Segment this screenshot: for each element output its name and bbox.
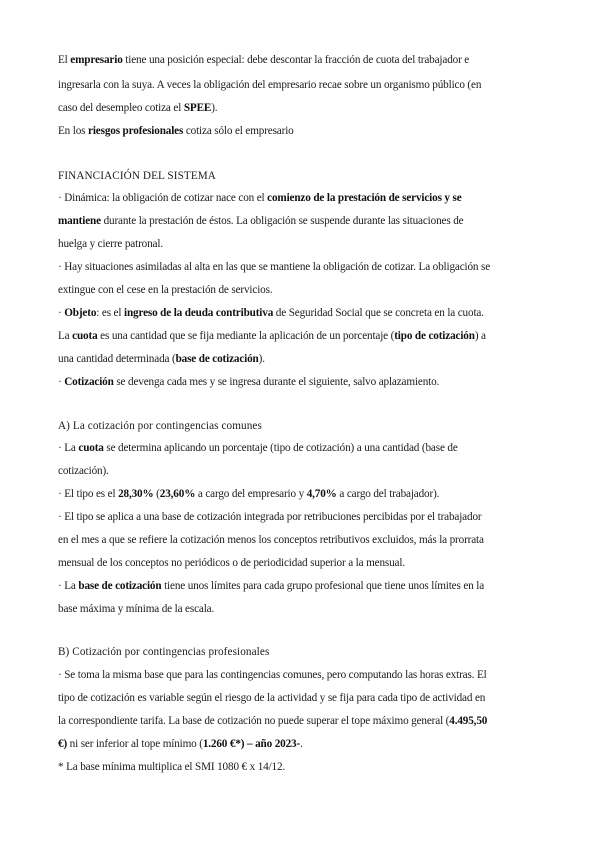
footnote: * La base mínima multiplica el SMI 1080 € x 14/12. (58, 761, 286, 773)
text-line: mantiene durante la prestación de éstos. La obligación se suspende durante las situaciones de (58, 215, 464, 227)
text-line: €) ni ser inferior al tope mínimo (1.260 €*) – año 2023-. (58, 738, 303, 750)
text-line: caso del desempleo cotiza el SPEE). (58, 102, 218, 114)
section-heading: B) Cotización por contingencias profesionales (58, 646, 270, 658)
section-heading: A) La cotización por contingencias comunes (58, 420, 262, 432)
text-line: · La cuota se determina aplicando un porcentaje (tipo de cotización) a una cantidad (base de (58, 442, 458, 454)
text-line: extingue con el cese en la prestación de servicios. (58, 284, 273, 296)
text-line: La cuota es una cantidad que se fija mediante la aplicación de un porcentaje (tipo de cotización) a (58, 330, 486, 342)
text-line: mensual de los conceptos no periódicos o de periodicidad superior a la mensual. (58, 557, 405, 569)
text-line: · Dinámica: la obligación de cotizar nace con el comienzo de la prestación de servicios y se (58, 192, 462, 204)
text-line: una cantidad determinada (base de cotización). (58, 353, 265, 365)
text-line: ingresarla con la suya. A veces la obligación del empresario recae sobre un organismo público (en (58, 79, 482, 91)
text-line: · El tipo se aplica a una base de cotización integrada por retribuciones percibidas por el trabajador (58, 511, 482, 523)
text-line: · El tipo es el 28,30% (23,60% a cargo del empresario y 4,70% a cargo del trabajador). (58, 488, 440, 500)
text-line: · Hay situaciones asimiladas al alta en las que se mantiene la obligación de cotizar. La obligación se (58, 261, 491, 273)
text-line: En los riesgos profesionales cotiza sólo el empresario (58, 125, 294, 137)
text-line: · Objeto: es el ingreso de la deuda contributiva de Seguridad Social que se concreta en la cuota. (58, 307, 484, 319)
text-line: tipo de cotización es variable según el riesgo de la actividad y se fija para cada tipo de actividad en (58, 692, 486, 704)
text-line: · Cotización se devenga cada mes y se ingresa durante el siguiente, salvo aplazamiento. (58, 376, 440, 388)
text-line: · Se toma la misma base que para las contingencias comunes, pero computando las horas extras. El (58, 669, 487, 681)
text-line: cotización). (58, 465, 109, 477)
text-line: en el mes a que se refiere la cotización menos los conceptos retributivos excluidos, más la prorrata (58, 534, 484, 546)
text-line: El empresario tiene una posición especial: debe descontar la fracción de cuota del trabajador e (58, 54, 470, 66)
text-line: · La base de cotización tiene unos límites para cada grupo profesional que tiene unos límites en la (58, 580, 485, 592)
text-line: huelga y cierre patronal. (58, 238, 163, 250)
text-line: base máxima y mínima de la escala. (58, 603, 215, 615)
section-heading: FINANCIACIÓN DEL SISTEMA (58, 170, 216, 182)
text-line: la correspondiente tarifa. La base de cotización no puede superar el tope máximo general (4.495,50 (58, 715, 488, 727)
